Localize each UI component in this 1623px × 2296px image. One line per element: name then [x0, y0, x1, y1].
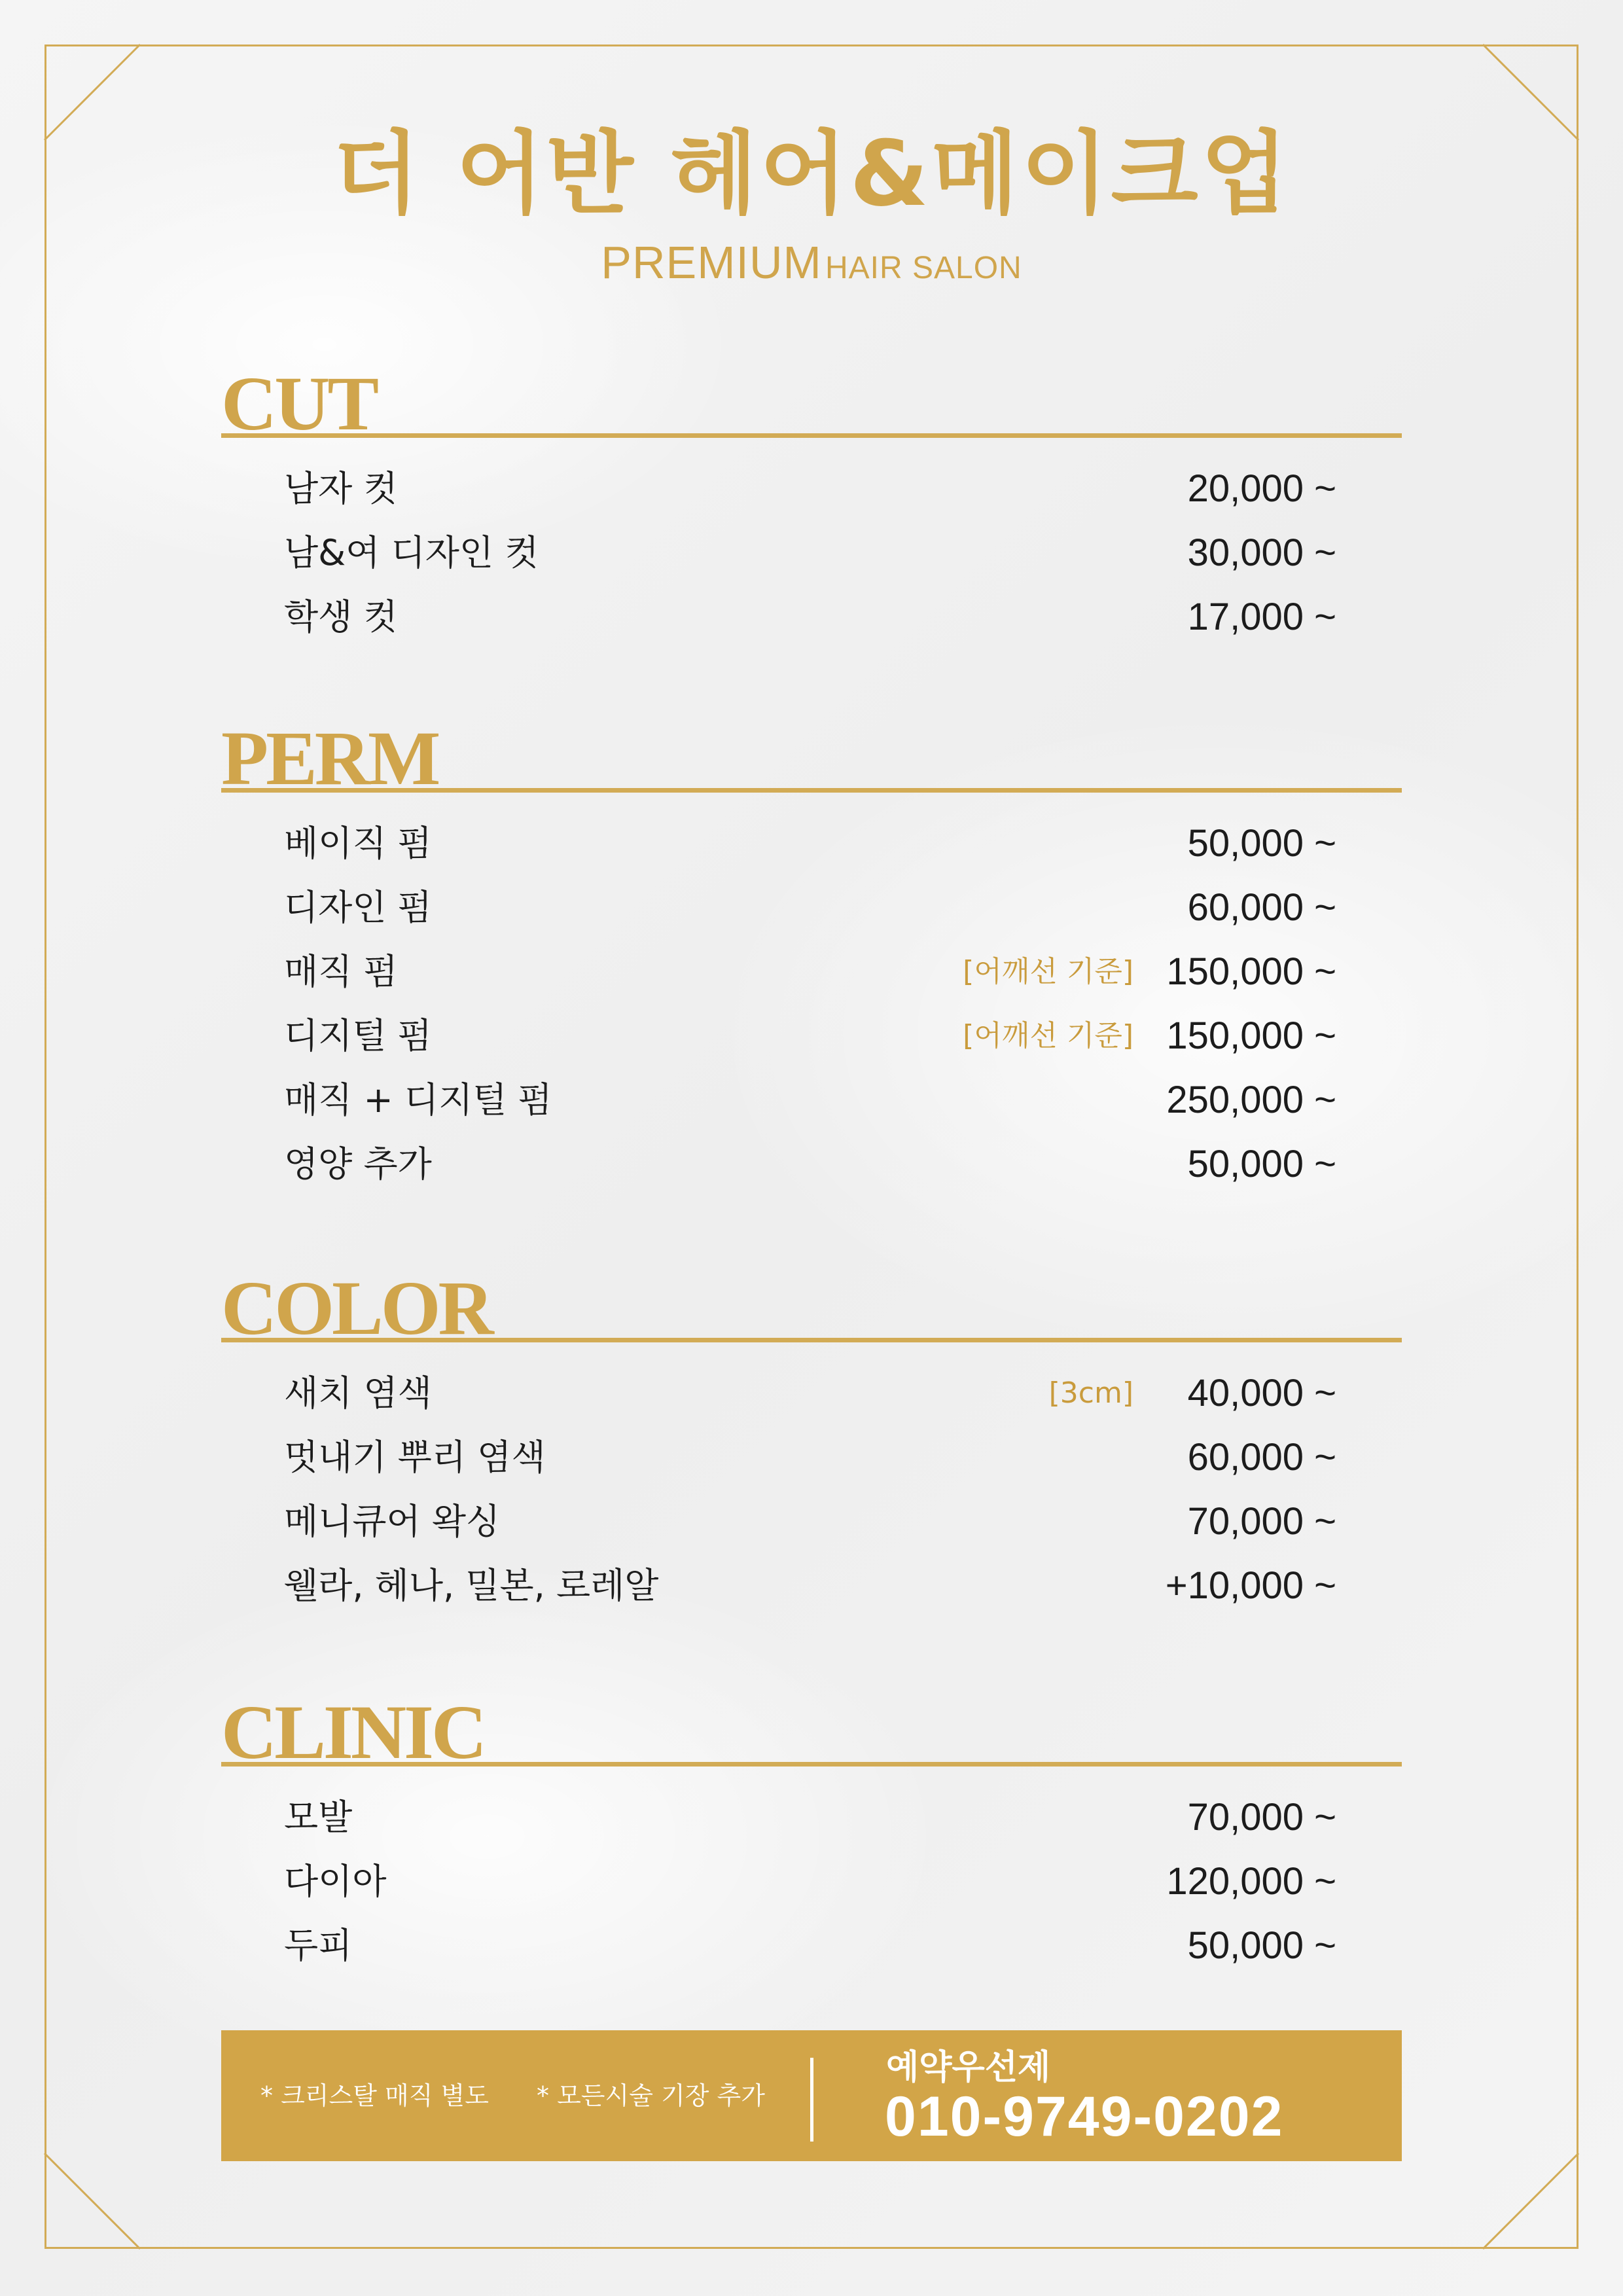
salon-subtitle: [0, 236, 1623, 288]
menu-item: [221, 1426, 1402, 1490]
item-note: [3cm]: [1048, 1376, 1133, 1410]
salon-title: 더 어반 헤어&메이크업: [332, 121, 1291, 226]
item-price: 120,000 ~: [1166, 1860, 1336, 1903]
item-name: 남&여 디자인 컷: [284, 532, 539, 573]
item-name: 디자인 펌: [284, 887, 432, 928]
menu-item: [221, 586, 1402, 650]
section-title: COLOR: [221, 1265, 491, 1351]
menu-item: [221, 1850, 1402, 1914]
item-name: 새치 염색: [284, 1372, 432, 1414]
menu-item: [221, 1554, 1402, 1619]
item-price: 40,000 ~: [1187, 1372, 1336, 1414]
item-price: 70,000 ~: [1187, 1796, 1336, 1839]
menu-item: [221, 812, 1402, 876]
header: [0, 121, 1623, 288]
item-price: 50,000 ~: [1187, 1143, 1336, 1185]
menu-item: [221, 1914, 1402, 1979]
phone-number[interactable]: 010-9749-0202: [885, 2085, 1284, 2148]
subtitle-hair-salon: HAIR SALON: [825, 250, 1022, 285]
menu-item: [221, 522, 1402, 586]
item-name: 베이직 펌: [284, 823, 432, 864]
item-price: 17,000 ~: [1187, 596, 1336, 638]
item-name: 멋내기 뿌리 염색: [284, 1437, 546, 1478]
item-price: 70,000 ~: [1187, 1500, 1336, 1543]
item-name: 매직 펌: [284, 951, 398, 992]
item-price: 20,000 ~: [1187, 467, 1336, 510]
menu-item: [221, 457, 1402, 522]
item-name: 웰라, 헤나, 밀본, 로레알: [284, 1565, 659, 1606]
item-price: 150,000 ~: [1166, 950, 1336, 993]
item-name: 매직 + 디지털 펌: [284, 1079, 552, 1121]
menu-item: [221, 941, 1402, 1005]
menu-item: [221, 1490, 1402, 1554]
item-note: [어깨선 기준]: [963, 955, 1133, 988]
menu-item: [221, 1786, 1402, 1850]
item-price: 60,000 ~: [1187, 1436, 1336, 1479]
section-title: CLINIC: [221, 1689, 485, 1775]
footer-bar: [221, 2030, 1402, 2161]
item-price: 250,000 ~: [1166, 1079, 1336, 1121]
menu-item: [221, 876, 1402, 941]
section-title: CUT: [221, 361, 377, 446]
item-price: +10,000 ~: [1165, 1564, 1336, 1607]
item-price: 50,000 ~: [1187, 822, 1336, 865]
item-name: 디지털 펌: [284, 1015, 432, 1056]
menu-item: [221, 1133, 1402, 1197]
reservation-label: 예약우선제: [886, 2048, 1051, 2087]
menu-item: [221, 1362, 1402, 1426]
item-name: 학생 컷: [284, 596, 398, 637]
item-name: 남자 컷: [284, 468, 398, 509]
section-divider: [221, 433, 1402, 438]
item-name: 두피: [284, 1925, 353, 1966]
item-name: 모발: [284, 1797, 353, 1838]
item-name: 메니큐어 왁싱: [284, 1501, 501, 1542]
item-price: 60,000 ~: [1187, 886, 1336, 929]
item-price: 50,000 ~: [1187, 1924, 1336, 1967]
footer-note-length-extra: * 모든시술 기장 추가: [537, 2081, 765, 2110]
item-name: 영양 추가: [284, 1143, 432, 1185]
footer-divider: [810, 2058, 813, 2142]
item-name: 다이아: [284, 1861, 387, 1902]
section-perm: [221, 713, 1402, 1197]
subtitle-premium: PREMIUM: [601, 236, 822, 288]
section-cut: [221, 359, 1402, 650]
menu-item: [221, 1069, 1402, 1133]
section-clinic: [221, 1687, 1402, 1979]
section-color: [221, 1263, 1402, 1619]
menu-item: [221, 1005, 1402, 1069]
footer-note-crystal-magic: * 크리스탈 매직 별도: [260, 2081, 489, 2110]
item-note: [어깨선 기준]: [963, 1019, 1133, 1052]
section-title: PERM: [221, 715, 438, 801]
item-price: 30,000 ~: [1187, 531, 1336, 574]
item-price: 150,000 ~: [1166, 1014, 1336, 1057]
